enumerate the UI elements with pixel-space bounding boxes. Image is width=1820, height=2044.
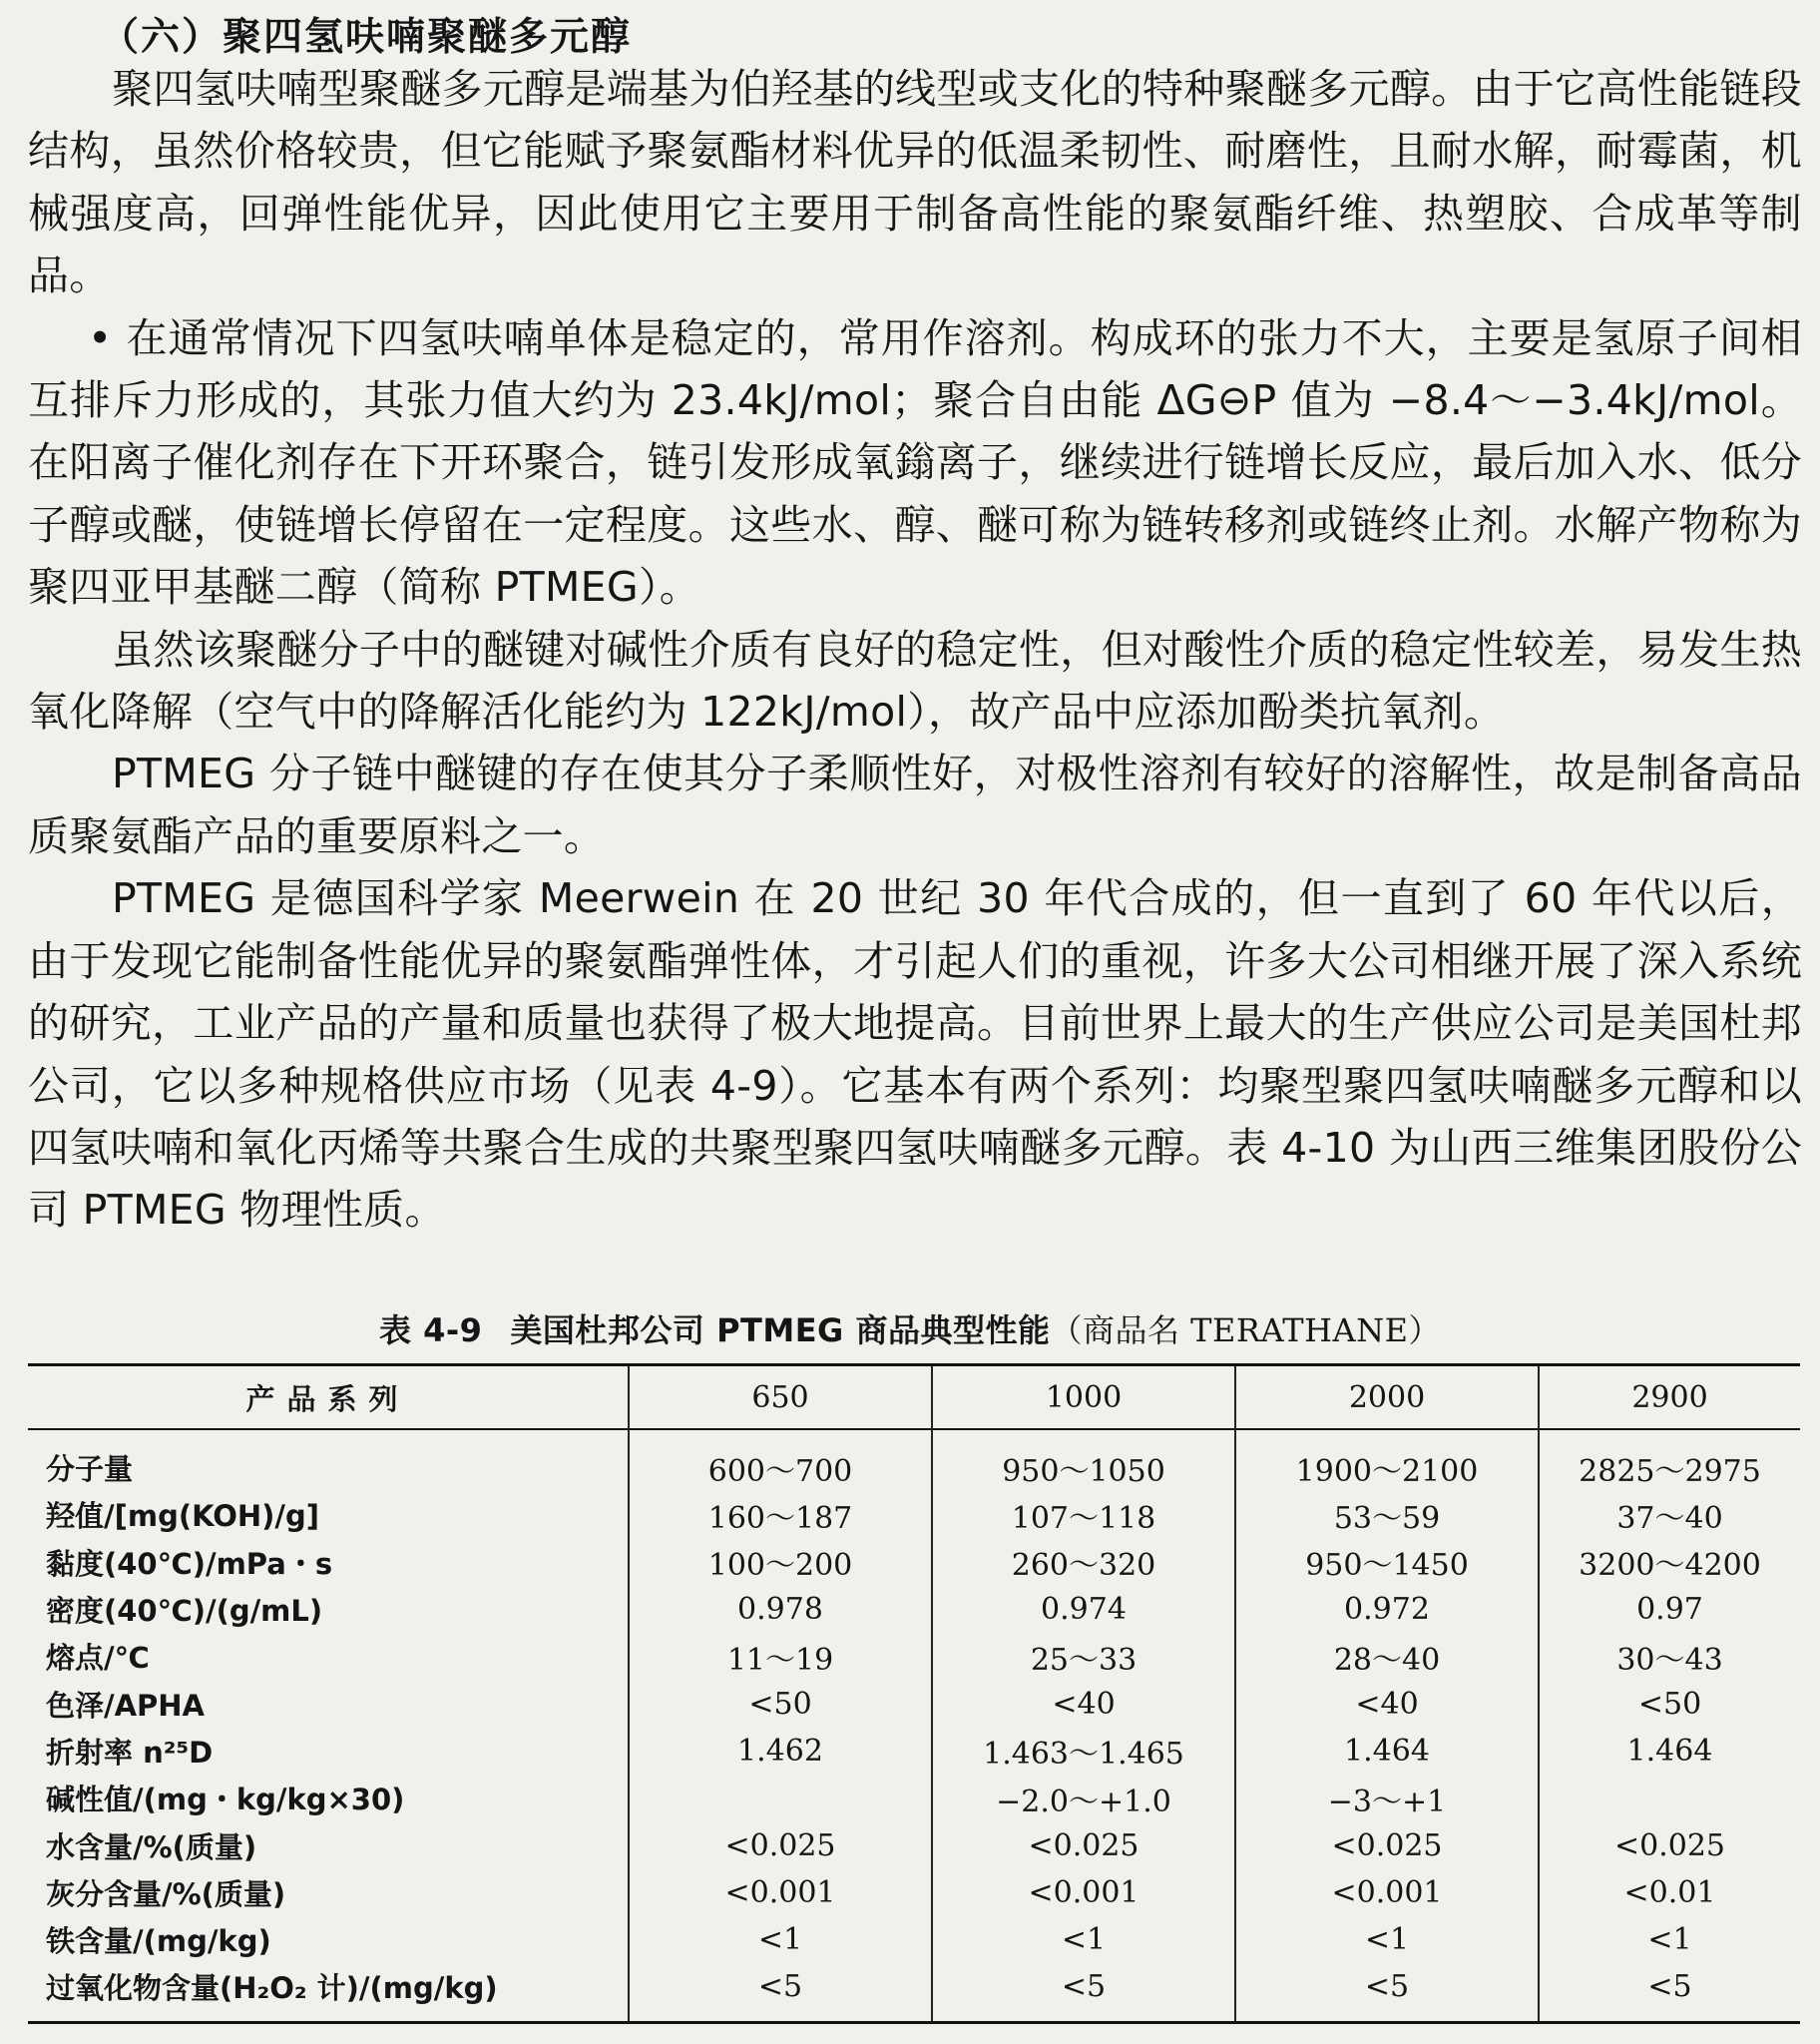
table-cell-property: 分子量 <box>28 1429 629 1491</box>
table-cell: <1 <box>629 1916 932 1963</box>
table-cell: 0.97 <box>1636 1592 1703 1628</box>
table-cell: 3200～4200 <box>1579 1548 1761 1584</box>
table-cell: <5 <box>1647 1969 1692 2005</box>
table-cell <box>1539 1775 1800 1821</box>
table-cell: <5 <box>629 1963 932 2022</box>
table-header-row <box>28 1365 1800 1430</box>
table-cell-property: 铁含量/(mg/kg) <box>28 1916 629 1963</box>
table-caption <box>0 1305 1820 1351</box>
table-cell: 160～187 <box>629 1491 932 1538</box>
table-row <box>28 1869 1800 1916</box>
table-cell: 53～59 <box>1235 1491 1539 1538</box>
table-cell: 1.464 <box>1235 1728 1539 1775</box>
table-cell-property: 水含量/%(质量) <box>28 1821 629 1868</box>
table-row <box>28 1963 1800 2022</box>
table-cell: −3～+1 <box>1235 1775 1539 1821</box>
table-cell: 950～1450 <box>1235 1539 1539 1586</box>
table-row <box>28 1429 1800 1491</box>
table-caption-number: 表 4-9 <box>378 1311 483 1349</box>
table-row <box>28 1821 1800 1868</box>
table-cell-property: 灰分含量/%(质量) <box>28 1869 629 1916</box>
table-cell: <0.025 <box>1235 1821 1539 1868</box>
table-row <box>28 1633 1800 1680</box>
table-cell-property: 羟值/[mg(KOH)/g] <box>28 1491 629 1538</box>
table-cell: <40 <box>932 1680 1235 1727</box>
table-header-cell: 2000 <box>1235 1365 1539 1430</box>
table-cell: <0.01 <box>1623 1874 1716 1910</box>
table-row <box>28 1916 1800 1963</box>
table-cell: <0.025 <box>1613 1827 1726 1863</box>
paragraph: 虽然该聚醚分子中的醚键对碱性介质有良好的稳定性，但对酸性介质的稳定性较差，易发生热氧化降解（空气中的降解活化能约为 122kJ/mol），故产品中应添加酚类抗氧剂。 <box>28 625 1802 737</box>
table-row <box>28 1680 1800 1727</box>
table-cell: 600～700 <box>629 1429 932 1491</box>
table-header-cell: 650 <box>629 1365 932 1430</box>
table-cell: 30～43 <box>1616 1642 1723 1678</box>
paragraph: PTMEG 分子链中醚键的存在使其分子柔顺性好，对极性溶剂有较好的溶解性，故是制备高品质聚氨酯产品的重要原料之一。 <box>28 750 1802 860</box>
table-cell: <1 <box>1235 1916 1539 1963</box>
paragraph: • 在通常情况下四氢呋喃单体是稳定的，常用作溶剂。构成环的张力不大，主要是氢原子间相互排斥力形成的，其张力值大约为 23.4kJ/mol；聚合自由能 ΔG⊖P 值为 −8.4～−3.4kJ/mol。在阳离子催化剂存在下开环聚合，链引发形成氧鎓离子，继续进行链增长反应，最后加入水、低分子醇或醚，使链增长停留在一定程度。这些水、醇、醚可称为链转移剂或链终止剂。水解产物称为聚四亚甲基醚二醇（简称 PTMEG）。 <box>28 313 1802 612</box>
table-cell-property: 密度(40℃)/(g/mL) <box>28 1586 629 1633</box>
properties-table <box>28 1363 1800 2024</box>
table-cell: <40 <box>1235 1680 1539 1727</box>
table-cell: 1900～2100 <box>1235 1429 1539 1491</box>
table-cell: <0.025 <box>629 1821 932 1868</box>
table-cell: 260～320 <box>932 1539 1235 1586</box>
table-header-cell: 产品系列 <box>28 1365 629 1430</box>
table-cell: <50 <box>629 1680 932 1727</box>
table-cell: <0.025 <box>932 1821 1235 1868</box>
table-cell: 11～19 <box>629 1633 932 1680</box>
table-cell: 28～40 <box>1235 1633 1539 1680</box>
table-header-cell: 1000 <box>932 1365 1235 1430</box>
table-cell-property: 碱性值/(mg・kg/kg×30) <box>28 1775 629 1821</box>
table-caption-paren: （商品名 TERATHANE） <box>1050 1311 1442 1349</box>
table-cell: 1.464 <box>1626 1733 1713 1769</box>
table-cell: −2.0～+1.0 <box>932 1775 1235 1821</box>
table-cell: 950～1050 <box>932 1429 1235 1491</box>
table-row <box>28 1491 1800 1538</box>
table-cell: <0.001 <box>1235 1869 1539 1916</box>
table-cell: 100～200 <box>629 1539 932 1586</box>
table-cell: <5 <box>932 1963 1235 2022</box>
table-cell: <0.001 <box>629 1869 932 1916</box>
table-header-cell: 2900 <box>1631 1379 1708 1415</box>
table-row <box>28 1775 1800 1821</box>
body-text <box>28 58 1802 1242</box>
table-cell: 0.974 <box>932 1586 1235 1633</box>
paragraph: 聚四氢呋喃型聚醚多元醇是端基为伯羟基的线型或支化的特种聚醚多元醇。由于它高性能链段结构，虽然价格较贵，但它能赋予聚氨酯材料优异的低温柔韧性、耐磨性，且耐水解，耐霉菌，机械强度高，回弹性能优异，因此使用它主要用于制备高性能的聚氨酯纤维、热塑胶、合成革等制品。 <box>28 65 1802 300</box>
table-cell: 1.463～1.465 <box>932 1728 1235 1775</box>
table-cell: 25～33 <box>932 1633 1235 1680</box>
paragraph: PTMEG 是德国科学家 Meerwein 在 20 世纪 30 年代合成的，但一直到了 60 年代以后，由于发现它能制备性能优异的聚氨酯弹性体，才引起人们的重视，许多大公司相继开展了深入系统的研究，工业产品的产量和质量也获得了极大地提高。目前世界上最大的生产供应公司是美国杜邦公司，它以多种规格供应市场（见表 4-9）。它基本有两个系列：均聚型聚四氢呋喃醚多元醇和以四氢呋喃和氧化丙烯等共聚合生成的共聚型聚四氢呋喃醚多元醇。表 4-10 为山西三维集团股份公司 PTMEG 物理性质。 <box>28 874 1802 1235</box>
table-cell: <5 <box>1235 1963 1539 2022</box>
table-cell-property: 折射率 n²⁵D <box>28 1728 629 1775</box>
table-cell: <1 <box>932 1916 1235 1963</box>
table-cell <box>629 1775 932 1821</box>
table-cell: <50 <box>1637 1686 1702 1722</box>
table-cell: <0.001 <box>932 1869 1235 1916</box>
table-row <box>28 1728 1800 1775</box>
table-cell: 1.462 <box>629 1728 932 1775</box>
table-cell-property: 熔点/℃ <box>28 1633 629 1680</box>
table-cell: 107～118 <box>932 1491 1235 1538</box>
table-cell: 0.978 <box>629 1586 932 1633</box>
table-cell: <1 <box>1647 1922 1692 1958</box>
table-cell-property: 黏度(40℃)/mPa・s <box>28 1539 629 1586</box>
table-row <box>28 1586 1800 1633</box>
table-row <box>28 1539 1800 1586</box>
table-cell: 0.972 <box>1235 1586 1539 1633</box>
table-cell-property: 过氧化物含量(H₂O₂ 计)/(mg/kg) <box>28 1963 629 2022</box>
table-cell: 37～40 <box>1616 1500 1723 1536</box>
table-cell-property: 色泽/APHA <box>28 1680 629 1727</box>
section-heading: （六）聚四氢呋喃聚醚多元醇 <box>100 15 633 60</box>
table-caption-title: 美国杜邦公司 PTMEG 商品典型性能 <box>510 1311 1051 1349</box>
table-cell: 2825～2975 <box>1579 1453 1761 1489</box>
